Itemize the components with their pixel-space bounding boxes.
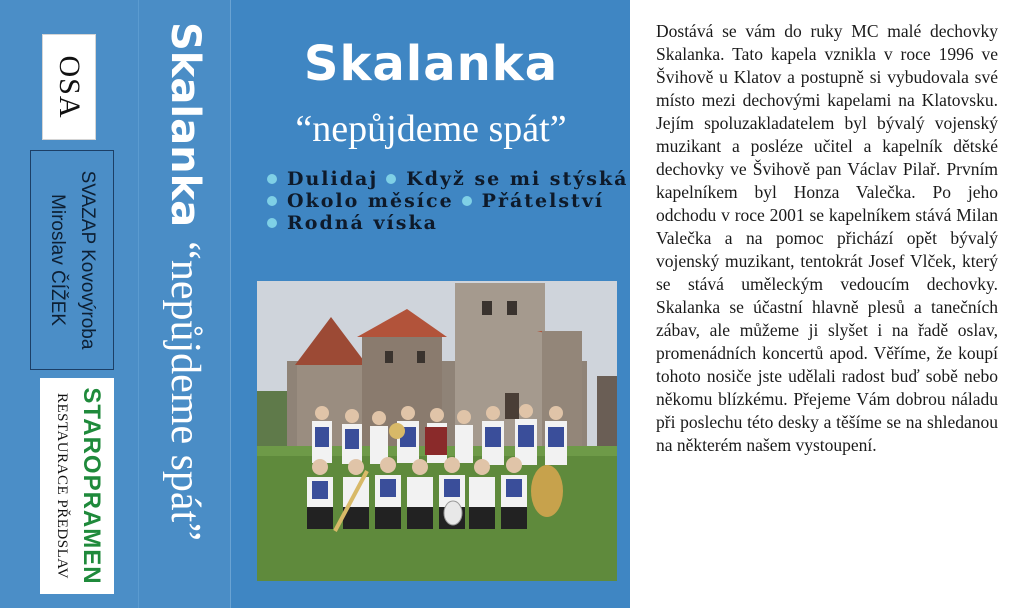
osa-label-box [42,34,96,140]
band-title: Skalanka [303,36,559,92]
bullet-icon [267,196,277,206]
staropramen-sponsor-box [40,378,114,594]
bullet-icon [386,174,396,184]
track-row-2 [267,190,627,212]
svazap-line-2: Miroslav ČÍŽEK [47,194,68,326]
track-item [462,190,604,212]
front-cover [230,0,631,608]
track-name: Když se mi stýská [406,168,629,190]
album-title: “nepůjdeme spát” [295,108,567,150]
svazap-sponsor-box [30,150,114,370]
bullet-icon [267,174,277,184]
restaurace-text: RESTAURACE PŘEDSLAV [54,393,70,579]
band-photo [257,281,617,581]
track-item [267,190,454,212]
staropramen-logo: STAROPRAMEN [78,387,105,585]
castle-band-photo-illustration [257,281,617,581]
bullet-icon [267,218,277,228]
track-item [267,168,378,190]
track-name: Rodná víska [287,212,438,234]
osa-label: OSA [53,55,86,119]
spine-band-name: Skalanka [162,22,208,228]
track-name: Okolo měsíce [287,190,454,212]
track-item [386,168,628,190]
track-name: Dulidaj [287,168,379,190]
bullet-icon [462,196,472,206]
svazap-line-1: SVAZAP Kovovýroba [77,170,98,350]
liner-notes-panel [630,0,1024,608]
liner-notes-text: Dostává se vám do ruky MC malé dechovky Skalanka. Tato kapela vznikla v roce 1996 ve Švihově u Klatov a postupně si vybudovala své místo mezi dechovými kapelami na Klatovsku. Jejím spoluzakladatelem byl bývalý vojenský muzikant a posléze učitel a kapelník dětské dechovky ve Švihově pan Václav Pilař. Prvním kapelníkem byl Honza Valečka. Po jeho odchodu v roce 2001 se kapelníkem stává Milan Valečka a na pomoc přichází opět bývalý vojenský muzikant, tentokrát Josef Vlček, který se stává uměleckým vedoucím dechovky. Skalanka se účastní hlavně plesů a tanečních zábav, ale můžeme ji slyšet i na řadě oslav, promenádních koncertů apod. Věříme, že koupí tohoto nosiče jste udělali radost buď sobě nebo někomu blízkému. Přejeme Vám dobrou náladu při poslechu této desky a těšíme se na shledanou na některém našem vystoupení. [656,21,998,455]
track-row-3 [267,212,627,234]
track-name: Přátelství [481,190,605,212]
track-row-1 [267,168,627,190]
spine-title [138,0,231,608]
spine-logos [0,0,138,608]
spine-album-title: “nepůjdeme spát” [162,241,208,541]
track-list [267,168,627,234]
track-item [267,212,438,234]
